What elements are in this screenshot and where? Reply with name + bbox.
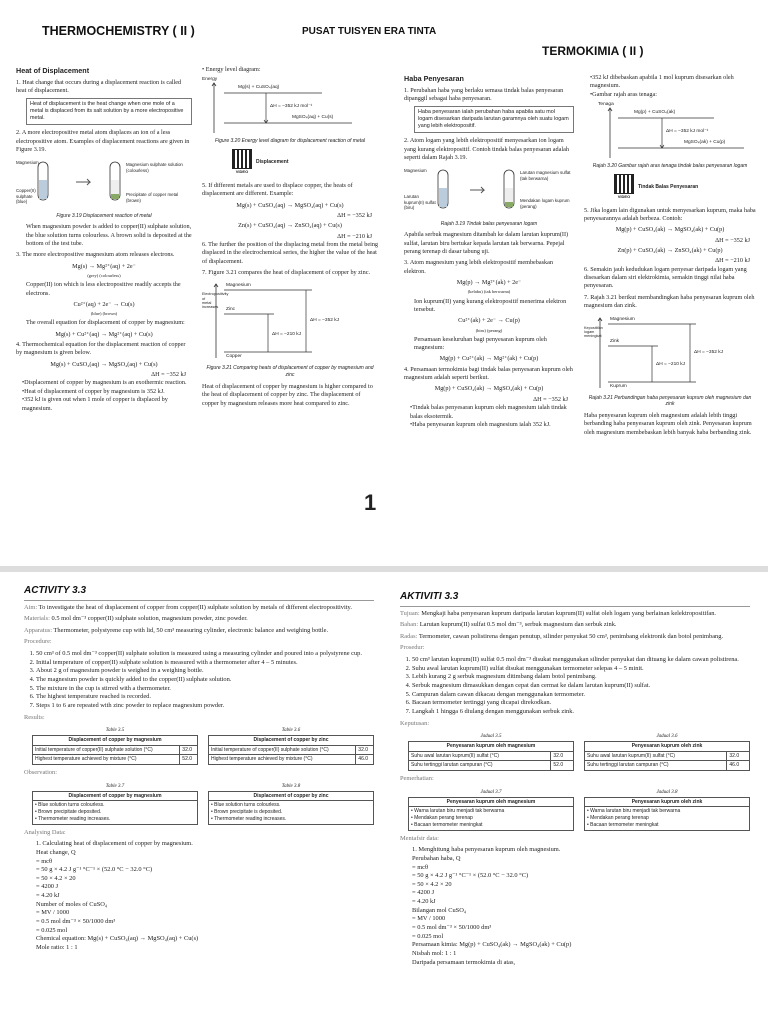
list-item: • Haba penyesaran kuprum oleh magnesium ialah 352 kJ. xyxy=(410,421,574,429)
calc-line: Persamaan kimia: Mg(p) + CuSO₄(ak) → MgSO₄(ak) + Cu(p) xyxy=(412,941,572,949)
field-label: Pemerhatian: xyxy=(400,775,434,783)
field-label: Radas: xyxy=(400,632,418,640)
table-cell: Suhu awal larutan kuprum(II) sulfat (°C) xyxy=(409,751,551,761)
list-item: 1. 50 cm³ of 0.5 mol dm⁻³ copper(II) sulphate solution is measured using a measuring cylinder and poured into a polystyrene cup. xyxy=(36,650,374,659)
list-item: 6. The highest temperature reached is recorded. xyxy=(36,693,374,702)
figure-3-21 xyxy=(202,280,378,362)
enthalpy-label: ΔH = −210 kJ xyxy=(272,332,302,338)
bullet-list xyxy=(590,74,756,99)
calc-line: 1. Menghitung haba penyesaran kuprum oleh magnesium. xyxy=(412,846,561,854)
field-label: Results: xyxy=(24,713,45,721)
bullet-list xyxy=(22,379,192,412)
axis-label: Kepositifan logam meningkat xyxy=(584,325,603,338)
table-3-6 xyxy=(584,741,750,771)
equation: Mg(s) + CuSO₄(aq) → MgSO₄(aq) + Cu(s) xyxy=(236,201,344,209)
enthalpy-label: ΔH = −210 kJ xyxy=(656,361,686,367)
axis-label: Electropositivity of metal increases xyxy=(202,292,229,309)
list-item: • Tindak balas penyesaran kuprum oleh magnesium ialah tindak balas eksotermik. xyxy=(410,404,574,421)
list-item: 5. The mixture in the cup is stirred with a thermometer. xyxy=(36,685,374,694)
level-label: MgSO₄(ak) + Cu(p) xyxy=(684,140,726,146)
malay-page xyxy=(404,74,756,552)
energy-level-diagram xyxy=(202,77,378,135)
table-cell: Suhu tertinggi larutan campuran (°C) xyxy=(409,761,551,771)
bullet-list xyxy=(410,404,574,429)
calc-line: Nisbah mol: 1 : 1 xyxy=(412,949,457,957)
calc-line: = 4.20 kJ xyxy=(36,892,60,900)
fig-label: Larutan kuprum(II) sulfat (biru) xyxy=(404,193,436,211)
activity-title: AKTIVITI 3.3 xyxy=(400,590,750,607)
section-title: Haba Penyesaran xyxy=(404,74,464,83)
paragraph: Heat of displacement of copper by magnesium is higher compared to the heat of displacement of copper by zinc. The displacement of copper by magnesium releases more heat compared to zinc. xyxy=(202,382,373,407)
apparatus-text: Thermometer, polystyrene cup with lid, 50 cm³ measuring cylinder, electronic balance and weighing bottle. xyxy=(53,626,329,634)
table-header: Penyesaran kuprum oleh magnesium xyxy=(409,797,574,807)
paragraph: 2. Atom logam yang lebih elektropositif menyesarkan ion logam yang kurang elektropositif. Contoh tindak balas penyesaran adalah seperti dalam Rajah 3.19. xyxy=(404,137,569,162)
activity-english xyxy=(24,584,374,1022)
table-header: Displacement of copper by zinc xyxy=(209,791,374,801)
enthalpy-label: ΔH = −352 kJ mol⁻¹ xyxy=(666,129,709,135)
list-item: • Gambar rajah aras tenaga: xyxy=(590,91,756,99)
table-cell: • Blue solution turns colourless. • Brown precipitate deposited. • Thermometer reading increases. xyxy=(33,801,198,824)
apparatus-text: Termometer, cawan polistirena dengan penutup, silinder penyukat 50 cm³, penimbang elektronik dan botol penimbang. xyxy=(418,632,724,640)
level-label: Magnesium xyxy=(226,283,251,289)
qr-code-icon[interactable] xyxy=(614,174,634,194)
level-label: Mg(s) + CuSO₄(aq) xyxy=(238,85,280,91)
calc-line: = mcθ xyxy=(412,863,429,871)
paragraph: Ion kuprum(II) yang kurang elektropositif menerima elektron tersebut. xyxy=(414,297,567,313)
equation-note: (biru) (perang) xyxy=(475,327,503,333)
level-label: MgSO₄(aq) + Cu(s) xyxy=(292,115,334,121)
table-cell: Suhu tertinggi larutan campuran (°C) xyxy=(585,761,727,771)
table-cell: 32.0 xyxy=(551,751,574,761)
malay-col-right xyxy=(584,74,756,552)
comparison-diagram-svg xyxy=(202,280,378,362)
table-caption: Jadual 3.8 xyxy=(656,789,678,795)
axis-label: Energy xyxy=(202,77,218,83)
table-cell: 52.0 xyxy=(551,761,574,771)
level-label: Mg(p) + CuSO₄(ak) xyxy=(634,110,676,116)
calc-line: = 4200 J xyxy=(36,883,59,891)
qr-code-icon[interactable] xyxy=(232,149,252,169)
table-cell: 32.0 xyxy=(180,745,198,755)
list-item: • Displacement of copper by magnesium is an exothermic reaction. xyxy=(22,379,192,387)
paragraph: 4. Thermochemical equation for the displacement reaction of copper by magnesium is given below. xyxy=(16,341,186,357)
calc-line: Heat change, Q xyxy=(36,848,76,856)
level-label: Copper xyxy=(226,354,242,360)
paragraph: Copper(II) ion which is less electropositive readily accepts the electrons. xyxy=(26,281,181,297)
table-header: Penyesaran kuprum oleh magnesium xyxy=(409,741,574,751)
list-item: • Heat of displacement of copper by magnesium is 352 kJ. xyxy=(22,388,192,396)
table-cell: • Warna larutan biru menjadi tak berwarna • Mendakan perang terenap • Bacaan termometer meningkat xyxy=(585,807,750,830)
equation: Zn(s) + CuSO₄(aq) → ZnSO₄(aq) + Cu(s) xyxy=(238,222,342,230)
table-cell: • Warna larutan biru menjadi tak berwarna • Mendakan perang terenap • Bacaan termometer meningkat xyxy=(409,807,574,830)
calc-line: = 0.5 mol dm⁻³ × 50/1000 dm³ xyxy=(412,923,492,931)
figure-3-21 xyxy=(584,314,756,392)
table-cell: 32.0 xyxy=(356,745,374,755)
fig-label: Copper(II) sulphate (blue) xyxy=(16,187,36,205)
aim-text: To investigate the heat of displacement of copper from copper(II) sulphate solution by metals of different electropositivity. xyxy=(38,603,352,611)
table-cell: 46.0 xyxy=(727,761,750,771)
english-page xyxy=(16,66,378,552)
table-3-5 xyxy=(408,741,574,771)
list-item: 5. Campuran dalam cawan dikacau dengan menggunakan termometer. xyxy=(412,691,750,700)
materials-text: 0.5 mol dm⁻³ copper(II) sulphate solution, magnesium powder, zinc powder. xyxy=(51,615,248,623)
qr-label: Tindak Balas Penyesaran xyxy=(638,183,699,190)
procedure-list xyxy=(412,656,750,716)
table-3-7 xyxy=(408,797,574,831)
field-label: Mentafsir data: xyxy=(400,834,439,842)
table-cell: 46.0 xyxy=(356,755,374,765)
table-caption: Table 3.5 xyxy=(105,728,125,734)
equation: Mg(p) + Cu²⁺(ak) → Mg²⁺(ak) + Cu(p) xyxy=(439,355,539,363)
table-cell: Highest temperature achieved by mixture (°C) xyxy=(33,755,180,765)
equation-note: (grey) (colourless) xyxy=(87,273,121,279)
paragraph: 3. The more electropositive magnesium atom releases electrons. xyxy=(16,251,175,259)
field-label: Tujuan: xyxy=(400,609,420,617)
list-item: 2. Suhu awal larutan kuprum(II) sulfat disukat menggunakan termometer selepas 4 – 5 minit. xyxy=(412,665,750,674)
list-item: 4. The magnesium powder is quickly added to the copper(II) sulphate solution. xyxy=(36,676,374,685)
list-item: 7. Steps 1 to 6 are repeated with zinc powder to replace magnesium powder. xyxy=(36,702,374,711)
activity-malay xyxy=(400,590,750,1022)
video-label: VIDEO xyxy=(235,169,249,175)
calc-line: 1. Calculating heat of displacement of copper by magnesium. xyxy=(36,840,193,848)
equation: Zn(p) + CuSO₄(ak) → ZnSO₄(ak) + Cu(p) xyxy=(617,247,723,255)
field-label: Procedure: xyxy=(24,638,52,646)
energy-level-diagram xyxy=(584,102,756,160)
fig-label: Magnesium xyxy=(404,167,427,173)
paragraph: When magnesium powder is added to copper(II) sulphate solution, the blue solution turns colourless. A brown solid is deposited at the bottom of the test tube. xyxy=(26,223,192,248)
enthalpy-value: ΔH = −210 kJ xyxy=(337,232,372,240)
table-caption: Table 3.6 xyxy=(281,728,301,734)
calculation xyxy=(412,846,750,967)
field-label: Materials: xyxy=(24,615,50,623)
figure-3-19 xyxy=(16,158,192,210)
paragraph: 1. Heat change that occurs during a displacement reaction is called heat of displacement. xyxy=(16,78,182,95)
figure-3-19 xyxy=(404,166,574,218)
field-label: Keputusan: xyxy=(400,719,430,727)
qr-label: Displacement xyxy=(256,159,289,166)
table-caption: Table 3.7 xyxy=(105,783,125,789)
materials-text: Larutan kuprum(II) sulfat 0.5 mol dm⁻³, serbuk magnesium dan serbuk zink. xyxy=(419,621,617,629)
figure-caption: Figure 3.19 Displacement reaction of metal xyxy=(56,212,152,219)
calc-line: = 50 × 4.2 × 20 xyxy=(412,880,452,888)
paragraph: 3. Atom magnesium yang lebih elektropositif membebaskan elektron. xyxy=(404,259,553,275)
list-item: 3. Lebih kurang 2 g serbuk magnesium ditimbang dalam botol penimbang. xyxy=(412,673,750,682)
enthalpy-label: ΔH = −352 kJ xyxy=(310,318,340,324)
header-left-title: THERMOCHEMISTRY ( II ) xyxy=(42,24,195,38)
table-cell: Initial temperature of copper(II) sulphate solution (°C) xyxy=(33,745,180,755)
paragraph: 5. Jika logam lain digunakan untuk menyesarkan kuprum, maka haba penyesarannya adalah berbeza. Contoh: xyxy=(584,206,756,222)
table-3-7 xyxy=(32,791,198,825)
video-qr[interactable] xyxy=(614,174,756,201)
paragraph: 7. Figure 3.21 compares the heat of displacement of copper by zinc. xyxy=(202,269,371,277)
paragraph: 4. Persamaan termokimia bagi tindak balas penyesaran kuprum oleh magnesium adalah seperti berikut. xyxy=(404,365,573,382)
equation: Mg(s) → Mg²⁺(aq) + 2e⁻ xyxy=(72,262,136,270)
english-col-right xyxy=(202,66,378,552)
equation: Mg(p) → Mg²⁺(ak) + 2e⁻ xyxy=(456,279,522,287)
paragraph: 2. A more electropositive metal atom displaces an ion of a less electropositive atom. Examples of displacement reactions are given in Figure 3.19. xyxy=(16,129,190,154)
table-cell: 52.0 xyxy=(180,755,198,765)
calc-line: = MV / 1000 xyxy=(36,909,70,917)
results-tables xyxy=(32,725,374,765)
calc-line: = 0.5 mol dm⁻³ × 50/1000 dm³ xyxy=(36,917,116,925)
figure-caption: Rajah 3.21 Perbandingan haba penyesaran kuprum oleh magnesium dan zink xyxy=(588,394,752,408)
enthalpy-value: ΔH = −352 kJ xyxy=(151,371,186,379)
list-item: 7. Langkah 1 hingga 6 diulang dengan menggunakan serbuk zink. xyxy=(412,708,750,717)
list-item: • 352 kJ dibebaskan apabila 1 mol kuprum disesarkan oleh magnesium. xyxy=(590,74,756,91)
calc-line: = 0.025 mol xyxy=(36,926,68,934)
list-item: 3. About 2 g of magnesium powder is weighed in a weighing bottle. xyxy=(36,667,374,676)
enthalpy-value: ΔH = −352 kJ xyxy=(337,211,372,219)
procedure-list xyxy=(36,650,374,710)
comparison-diagram-svg xyxy=(584,314,756,392)
paragraph: Apabila serbuk magnesium ditambah ke dalam larutan kuprum(II) sulfat, larutan biru bertukar kepada larutan tak berwarna. Pepejal perang terenap di dasar tabung uji. xyxy=(404,231,569,256)
calc-line: = 4.20 kJ xyxy=(412,898,436,906)
calc-line: = 50 × 4.2 × 20 xyxy=(36,874,76,882)
equation: Mg(s) + CuSO₄(aq) → MgSO₄(aq) + Cu(s) xyxy=(50,360,158,368)
table-cell: 32.0 xyxy=(727,751,750,761)
calc-line: Perubahan haba, Q xyxy=(412,854,461,862)
level-label: Magnesium xyxy=(610,316,635,322)
paragraph: Persamaan keseluruhan bagi penyesaran kuprum oleh magnesium: xyxy=(414,335,547,352)
paragraph: • Energy level diagram: xyxy=(202,66,261,73)
paragraph: 1. Perubahan haba yang berlaku semasa tindak balas penyesaran dipanggil sebagai haba penyesaran. xyxy=(404,86,564,103)
enthalpy-label: ΔH = −352 kJ mol⁻¹ xyxy=(270,104,313,110)
table-header: Displacement of copper by zinc xyxy=(209,735,374,745)
list-item: 2. Initial temperature of copper(II) sulphate solution is measured with a thermometer after 4 – 5 minutes. xyxy=(36,659,374,668)
table-caption: Jadual 3.6 xyxy=(656,734,678,740)
paragraph: 7. Rajah 3.21 berikut membandingkan haba penyesaran kuprum oleh magnesium dan zink. xyxy=(584,293,755,310)
table-3-8 xyxy=(584,797,750,831)
field-label: Prosedur: xyxy=(400,644,425,652)
list-item: 1. 50 cm³ larutan kuprum(II) sulfat 0.5 mol dm⁻³ disukat menggunakan silinder penyukat dan dituang ke dalam cawan polistirena. xyxy=(412,656,750,665)
page-divider xyxy=(0,566,768,572)
malay-col-left xyxy=(404,74,574,552)
enthalpy-value: ΔH = −352 kJ xyxy=(715,236,750,244)
fig-label: Magnesium sulphate solution (colourless) xyxy=(126,161,183,173)
table-3-5 xyxy=(32,735,198,765)
calc-line: = MV / 1000 xyxy=(412,915,446,923)
activity-title: ACTIVITY 3.3 xyxy=(24,584,374,601)
fig-label: Precipitate of copper metal (brown) xyxy=(126,191,179,203)
video-label: VIDEO xyxy=(617,193,631,199)
definition-box: Haba penyesaran ialah perubahan haba apabila satu mol logam disesarkan daripada larutan garamnya oleh suatu logam yang lebih elektropositif. xyxy=(414,106,574,133)
paragraph: 6. The further the position of the displacing metal from the metal being displaced in the electrochemical series, the higher the value of the heat of displacement. xyxy=(202,241,378,265)
table-caption: Table 3.8 xyxy=(281,783,301,789)
header-center-title: PUSAT TUISYEN ERA TINTA xyxy=(302,26,437,37)
calc-line: = 50 g × 4.2 J g⁻¹ °C⁻¹ × (52.0 °C − 32.0 °C) xyxy=(36,866,153,874)
calc-line: = 50 g × 4.2 J g⁻¹ °C⁻¹ × (52.0 °C − 32.0 °C) xyxy=(412,872,529,880)
table-cell: • Blue solution turns colourless. • Brown precipitate is deposited. • Thermometer reading increases. xyxy=(209,801,374,824)
results-tables xyxy=(408,731,750,771)
table-header: Displacement of copper by magnesium xyxy=(33,791,198,801)
table-cell: Initial temperature of copper(II) sulphate solution (°C) xyxy=(209,745,356,755)
observation-tables xyxy=(32,781,374,825)
calc-line: Number of moles of CuSO₄ xyxy=(36,900,108,908)
table-header: Penyesaran kuprum oleh zink xyxy=(585,797,750,807)
paragraph: Haba penyesaran kuprum oleh magnesium adalah lebih tinggi berbanding haba penyesaran kuprum oleh zink. Penyesaran kuprum oleh magnesium membebaskan lebih banyak haba berbanding zink. xyxy=(584,412,752,436)
figure-caption: Figure 3.21 Comparing heats of displacement of copper by magnesium and zinc xyxy=(206,365,374,379)
table-header: Displacement of copper by magnesium xyxy=(33,735,198,745)
list-item: 4. Serbuk magnesium dimasukkan dengan cepat dan cermat ke dalam larutan kuprum(II) sulfat. xyxy=(412,682,750,691)
definition-box: Heat of displacement is the heat change when one mole of a metal is displaced from its salt solution by a more electropositive metal. xyxy=(26,98,192,125)
section-title: Heat of Displacement xyxy=(16,66,90,75)
equation-note: (blue) (brown) xyxy=(90,311,118,317)
table-caption: Jadual 3.5 xyxy=(480,734,502,740)
table-cell: Highest temperature achieved by mixture (°C) xyxy=(209,755,356,765)
list-item: • 352 kJ is given out when 1 mole of copper is displaced by magnesium. xyxy=(22,396,192,413)
fig-label: Larutan magnesium sulfat (tak berwarna) xyxy=(520,169,571,181)
calc-line: Chemical equation: Mg(s) + CuSO₄(aq) → MgSO₄(aq) + Cu(s) xyxy=(36,935,199,943)
page-number: 1 xyxy=(364,490,377,515)
axis-label: Tenaga xyxy=(598,102,614,108)
field-label: Apparatus: xyxy=(24,626,53,634)
level-label: Zinc xyxy=(226,307,236,313)
fig-label: Mendakan logam kuprum (perang) xyxy=(520,197,570,209)
field-label: Aim: xyxy=(24,603,38,611)
equation-note: (kelabu) (tak berwarna) xyxy=(467,289,511,295)
equation: Mg(s) + Cu²⁺(aq) → Mg²⁺(aq) + Cu(s) xyxy=(55,330,153,338)
paragraph: 6. Semakin jauh kedudukan logam penyesar daripada logam yang disesarkan dalam siri elektrokimia, semakin tinggi nilai haba penyesaran. xyxy=(584,265,747,290)
calc-line: Daripada persamaan termokimia di atas, xyxy=(412,958,516,966)
calc-line: Bilangan mol CuSO₄ xyxy=(412,906,467,914)
calc-line: = mcθ xyxy=(36,857,53,865)
paragraph: 5. If different metals are used to displace copper, the heats of displacement are different. Example: xyxy=(202,181,353,198)
level-label: Zink xyxy=(610,338,620,344)
video-qr[interactable] xyxy=(232,149,378,176)
calc-line: = 4200 J xyxy=(412,889,435,897)
field-label: Bahan: xyxy=(400,621,419,629)
table-3-8 xyxy=(208,791,374,825)
equation: Mg(p) + CuSO₄(ak) → MgSO₄(ak) + Cu(p) xyxy=(615,226,725,234)
equation: Cu²⁺(aq) + 2e⁻ → Cu(s) xyxy=(73,300,135,308)
observation-tables xyxy=(408,787,750,831)
level-label: Kuprum xyxy=(610,383,627,389)
enthalpy-value: ΔH = −352 kJ xyxy=(533,395,568,403)
enthalpy-label: ΔH = −352 kJ xyxy=(694,349,724,355)
equation: Cu²⁺(ak) + 2e⁻ → Cu(p) xyxy=(458,317,520,325)
header-right-title: TERMOKIMIA ( II ) xyxy=(542,44,644,58)
field-label: Analysing Data: xyxy=(24,828,66,836)
table-header: Penyesaran kuprum oleh zink xyxy=(585,741,750,751)
table-3-6 xyxy=(208,735,374,765)
calc-line: Mole ratio: 1 : 1 xyxy=(36,943,78,951)
calculation xyxy=(36,840,374,952)
english-col-left xyxy=(16,66,192,552)
equation: Mg(p) + CuSO₄(ak) → MgSO₄(ak) + Cu(p) xyxy=(434,385,544,393)
enthalpy-value: ΔH = −210 kJ xyxy=(715,257,750,265)
list-item: 6. Bacaan termometer tertinggi yang dicapai direkodkan. xyxy=(412,699,750,708)
table-caption: Jadual 3.7 xyxy=(480,789,502,795)
figure-caption: Rajah 3.20 Gambar rajah aras tenaga tindak balas penyesaran logam xyxy=(592,163,748,170)
field-label: Observation: xyxy=(24,769,58,777)
figure-caption: Rajah 3.19 Tindak balas penyesaran logam xyxy=(440,220,538,227)
table-cell: Suhu awal larutan kuprum(II) sulfat (°C) xyxy=(585,751,727,761)
figure-caption: Figure 3.20 Energy level diagram for displacement reaction of metal xyxy=(214,138,366,145)
fig-label: Magnesium xyxy=(16,159,39,165)
calc-line: = 0.025 mol xyxy=(412,932,444,940)
paragraph: The overall equation for displacement of copper by magnesium: xyxy=(26,319,185,327)
aim-text: Mengkaji haba penyesaran kuprum daripada larutan kuprum(II) sulfat oleh logam yang berlainan kelektropositifan. xyxy=(421,609,717,617)
